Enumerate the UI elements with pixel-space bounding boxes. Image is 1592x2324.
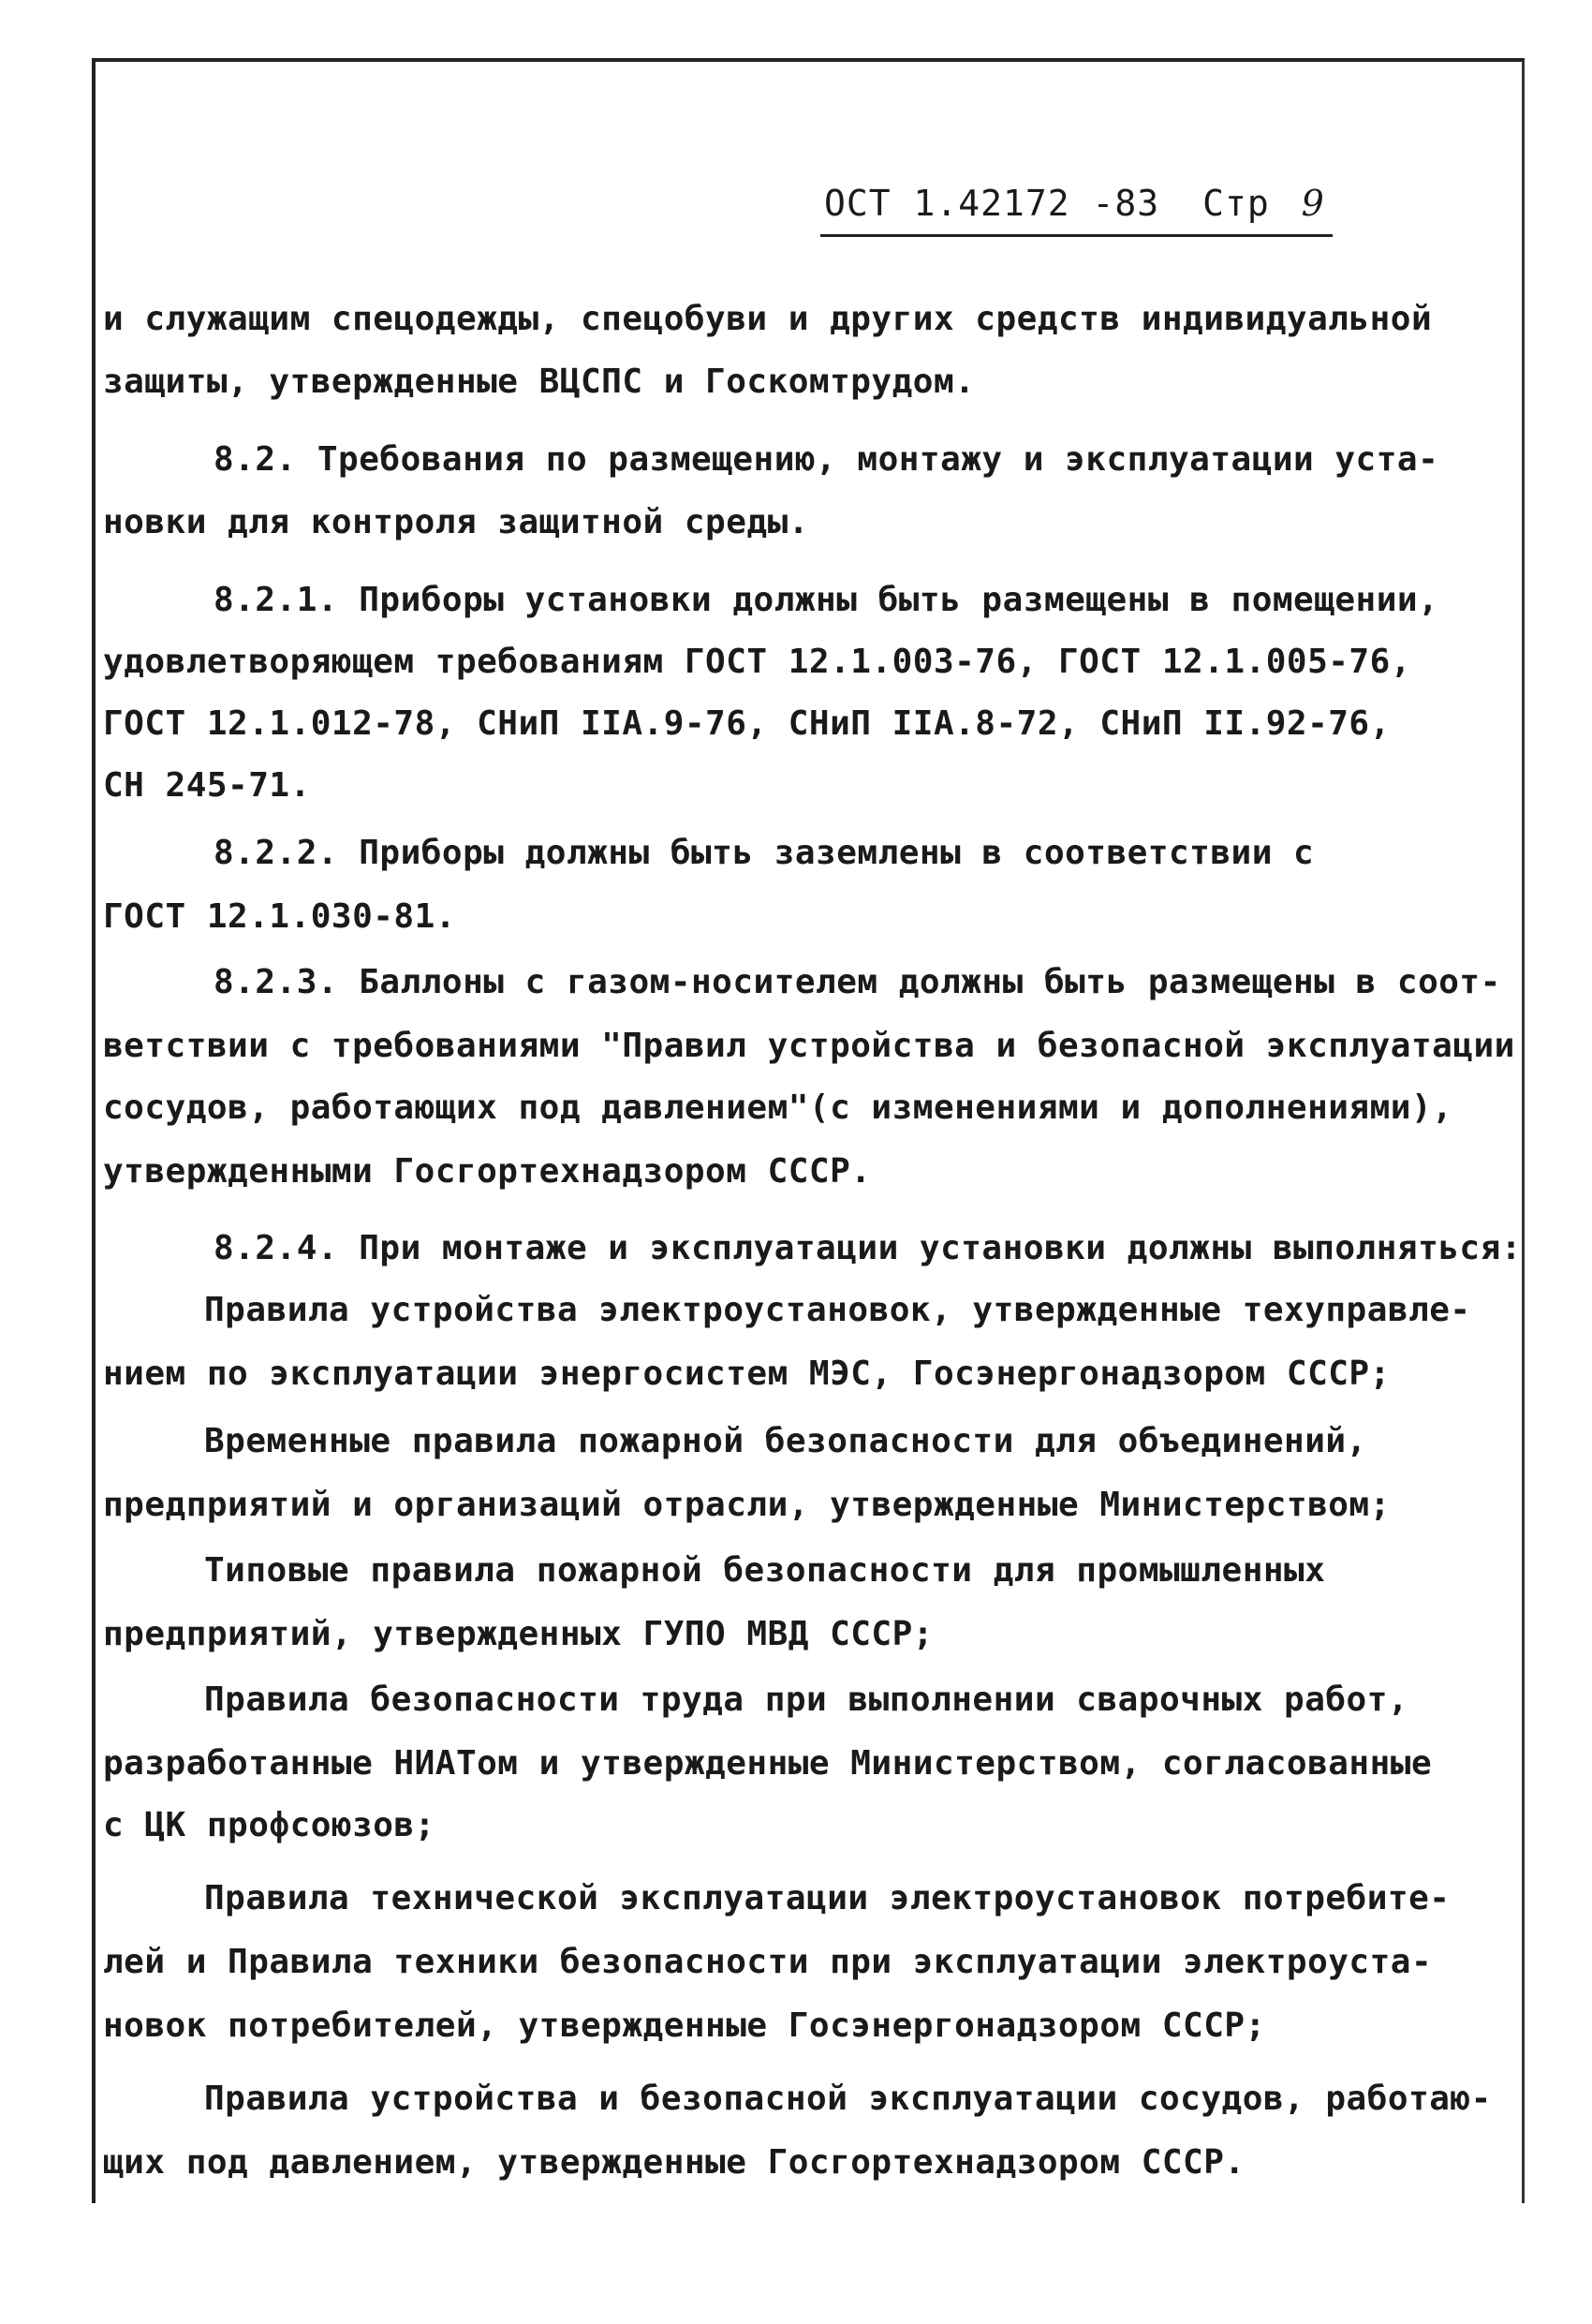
page-number: 9 — [1301, 183, 1325, 224]
clause-8-2-1: 8.2.1. Приборы установки должны быть размещены в помещении, — [214, 581, 1439, 619]
text-line: новок потребителей, утвержденные Госэнергонадзором СССР; — [103, 2006, 1266, 2045]
text-line: удовлетворяющем требованиям ГОСТ 12.1.003-76, ГОСТ 12.1.005-76, — [103, 643, 1411, 681]
page-header — [824, 183, 1325, 224]
header-underline — [820, 234, 1333, 237]
list-item: Правила устройства и безопасной эксплуатации сосудов, работаю- — [204, 2080, 1492, 2118]
text-line: с ЦК профсоюзов; — [103, 1806, 435, 1844]
text-line: утвержденными Госгортехнадзором СССР. — [103, 1152, 872, 1191]
text-line: ГОСТ 12.1.030-81. — [103, 897, 456, 936]
text-line: предприятий, утвержденных ГУПО МВД СССР; — [103, 1615, 934, 1653]
clause-8-2-3: 8.2.3. Баллоны с газом-носителем должны быть размещены в соот- — [214, 963, 1501, 1001]
list-item: Правила безопасности труда при выполнении сварочных работ, — [204, 1680, 1409, 1719]
text-line: ГОСТ 12.1.012-78, СНиП IIA.9-76, СНиП IIA.8-72, СНиП II.92-76, — [103, 704, 1391, 743]
text-line: предприятий и организаций отрасли, утвержденные Министерством; — [103, 1486, 1391, 1524]
text-line: СН 245-71. — [103, 766, 311, 805]
document-code: ОСТ 1.42172 -83 — [824, 183, 1160, 224]
text-line: новки для контроля защитной среды. — [103, 503, 809, 541]
section-heading-8-2: 8.2. Требования по размещению, монтажу и эксплуатации уста- — [214, 440, 1439, 479]
page-label: Стр — [1202, 183, 1270, 224]
text-line: лей и Правила техники безопасности при эксплуатации электроуста- — [103, 1943, 1433, 1981]
text-line: защиты, утвержденные ВЦСПС и Госкомтрудом. — [103, 363, 976, 401]
text-line: нием по эксплуатации энергосистем МЭС, Госэнергонадзором СССР; — [103, 1354, 1391, 1393]
clause-8-2-2: 8.2.2. Приборы должны быть заземлены в соответствии с — [214, 834, 1315, 872]
text-line: щих под давлением, утвержденные Госгортехнадзором СССР. — [103, 2143, 1246, 2182]
clause-8-2-4: 8.2.4. При монтаже и эксплуатации установки должны выполняться: — [214, 1229, 1522, 1267]
text-line: сосудов, работающих под давлением"(с изменениями и дополнениями), — [103, 1088, 1453, 1127]
list-item: Временные правила пожарной безопасности для объединений, — [204, 1422, 1367, 1460]
text-line: и служащим спецодежды, спецобуви и других средств индивидуальной — [103, 300, 1433, 338]
text-line: разработанные НИАТом и утвержденные Министерством, согласованные — [103, 1744, 1433, 1783]
list-item: Правила технической эксплуатации электроустановок потребите- — [204, 1879, 1451, 1917]
list-item: Типовые правила пожарной безопасности для промышленных — [204, 1551, 1326, 1590]
list-item: Правила устройства электроустановок, утвержденные техуправле- — [204, 1291, 1471, 1329]
text-line: ветствии с требованиями "Правил устройства и безопасной эксплуатации — [103, 1027, 1515, 1065]
